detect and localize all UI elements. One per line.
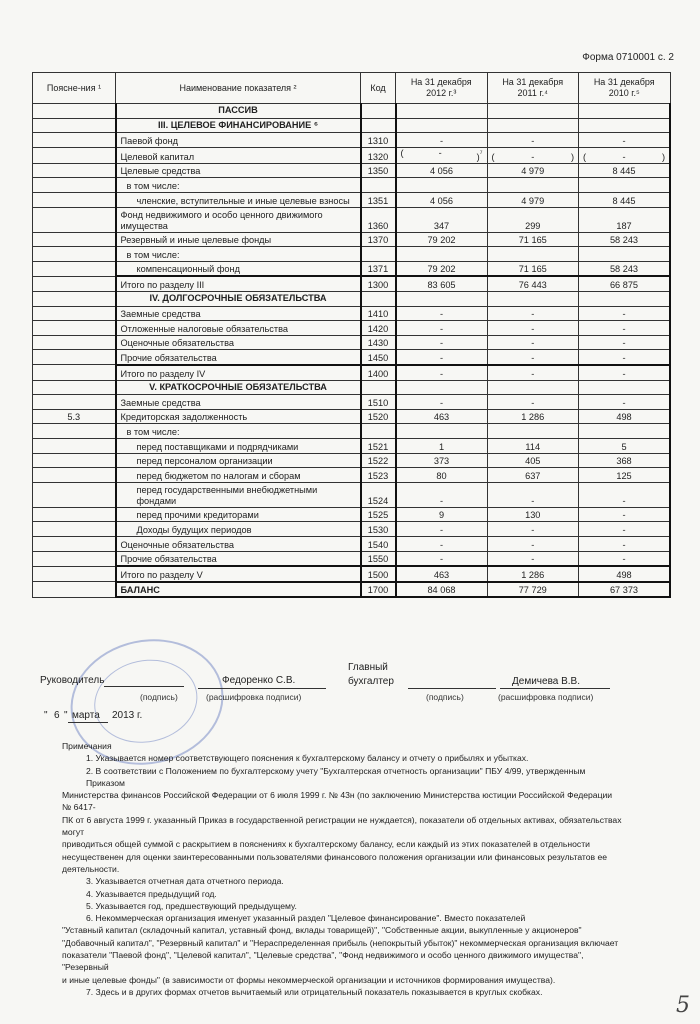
row-value-cell [487, 247, 579, 262]
row-note-cell [33, 551, 116, 566]
row-value-cell: - [396, 536, 488, 551]
row-note-cell [33, 335, 116, 350]
note-line: 1. Указывается номер соответствующего пояснения к бухгалтерскому балансу и отчету о прибылях и убытках. [86, 753, 529, 764]
row-value-cell: 130 [487, 507, 579, 522]
row-value-cell: 299 [487, 207, 579, 232]
row-note-cell [33, 522, 116, 537]
row-value-cell: - [487, 133, 579, 148]
table-row [33, 507, 671, 522]
row-name-cell: Прочие обязательства [116, 350, 361, 365]
row-code-cell: 1351 [361, 193, 396, 208]
head-name: Федоренко С.В. [222, 675, 296, 686]
note-line: несущественен для оценки заинтересованными пользователями финансового положения организации или финансовых результатов ее [62, 851, 608, 862]
row-value-cell [487, 292, 579, 307]
total-row [33, 365, 671, 380]
row-value-cell [579, 247, 671, 262]
note-line: и иные целевые фонды" (в зависимости от формы некоммерческой организации и источников формирования имущества). [62, 974, 556, 985]
row-code-cell: 1525 [361, 507, 396, 522]
row-value-cell: - [579, 551, 671, 566]
row-name-cell: в том числе: [116, 424, 361, 439]
row-value-cell: - [487, 395, 579, 410]
row-name-cell: Оценочные обязательства [116, 335, 361, 350]
row-value-cell: 77 729 [487, 582, 579, 598]
table-row [33, 409, 671, 424]
header-2010: На 31 декабря 2010 г.⁵ [579, 73, 671, 104]
row-note-cell [33, 365, 116, 380]
row-value-cell: 58 243 [579, 261, 671, 276]
row-note-cell [33, 292, 116, 307]
row-note-cell [33, 104, 116, 119]
row-value-cell: 1 286 [487, 566, 579, 582]
row-value-cell: - [579, 321, 671, 336]
row-code-cell: 1310 [361, 133, 396, 148]
row-code-cell: 1550 [361, 551, 396, 566]
row-value-cell: 8 445 [579, 193, 671, 208]
row-note-cell [33, 118, 116, 133]
note-line: 6. Некоммерческая организация именует указанный раздел "Целевое финансирование". Вместо показателей [86, 913, 526, 924]
row-name-cell: Целевой капитал [116, 147, 361, 163]
row-code-cell [361, 118, 396, 133]
row-note-cell [33, 438, 116, 453]
row-value-cell: - [579, 365, 671, 380]
row-code-cell: 1371 [361, 261, 396, 276]
row-note-cell [33, 468, 116, 483]
row-value-cell: - [579, 395, 671, 410]
bracketed-value: ( - ) [491, 151, 574, 162]
row-value-cell: - [579, 133, 671, 148]
row-value-cell: 373 [396, 453, 488, 468]
row-value-cell: 347 [396, 207, 488, 232]
row-value-cell [487, 118, 579, 133]
row-name-cell: Отложенные налоговые обязательства [116, 321, 361, 336]
section-title-row [33, 380, 671, 395]
total-row [33, 566, 671, 582]
row-value-cell: - [579, 482, 671, 507]
table-row [33, 395, 671, 410]
row-name-cell: БАЛАНС [116, 582, 361, 598]
note-line: 2. В соответствии с Положением по бухгалтерскому учету "Бухгалтерская отчетность организации" ПБУ 4/99, утвержденным Приказом [86, 765, 586, 788]
row-value-cell: 4 056 [396, 193, 488, 208]
header-2012: На 31 декабря 2012 г.³ [396, 73, 488, 104]
row-note-cell [33, 147, 116, 163]
row-note-cell [33, 276, 116, 291]
row-value-cell: 8 445 [579, 163, 671, 178]
row-value-cell: - [487, 306, 579, 321]
date-day: 6 [54, 710, 60, 721]
value-text: - [622, 151, 626, 162]
row-value-cell: - [487, 350, 579, 365]
row-note-cell [33, 536, 116, 551]
row-name-cell: Резервный и иные целевые фонды [116, 232, 361, 247]
footnote-mark: ⁷ [479, 148, 483, 158]
note-line: ПК от 6 августа 1999 г. указанный Приказ в государственной регистрации не нуждается), показатели об отдельных активах, обязательствах могут [62, 814, 622, 838]
row-value-cell: - [487, 335, 579, 350]
section-title-row [33, 292, 671, 307]
row-code-cell: 1410 [361, 306, 396, 321]
row-value-cell: - [487, 536, 579, 551]
row-name-cell: компенсационный фонд [116, 261, 361, 276]
row-code-cell: 1524 [361, 482, 396, 507]
chief-podpis-caption: (подпись) [426, 692, 464, 702]
row-value-cell: - [579, 536, 671, 551]
row-code-cell [361, 380, 396, 395]
row-value-cell: 463 [396, 409, 488, 424]
row-value-cell: 71 165 [487, 261, 579, 276]
row-name-cell: в том числе: [116, 178, 361, 193]
row-value-cell: - [487, 321, 579, 336]
row-code-cell [361, 424, 396, 439]
note-line: "Добавочный капитал", "Резервный капитал" и "Нераспределенная прибыль (непокрытый убыток)" некоммерческая организация включает [62, 937, 619, 948]
row-value-cell [396, 104, 488, 119]
row-value-cell: 4 979 [487, 163, 579, 178]
table-row [33, 453, 671, 468]
row-note-cell [33, 350, 116, 365]
value-text: - [531, 151, 535, 162]
row-name-cell: Итого по разделу V [116, 566, 361, 582]
row-code-cell: 1500 [361, 566, 396, 582]
row-code-cell [361, 247, 396, 262]
row-value-cell [396, 292, 488, 307]
row-note-cell [33, 566, 116, 582]
notes-block [62, 740, 622, 998]
row-code-cell: 1450 [361, 350, 396, 365]
date-quote-open: " [44, 710, 48, 721]
table-row [33, 335, 671, 350]
table-row [33, 193, 671, 208]
date-month-line [68, 722, 108, 723]
row-value-cell [396, 424, 488, 439]
table-row [33, 133, 671, 148]
row-note-cell [33, 507, 116, 522]
row-name-cell: IV. ДОЛГОСРОЧНЫЕ ОБЯЗАТЕЛЬСТВА [116, 292, 361, 307]
note-line: "Уставный капитал (складочный капитал, уставный фонд, вклады товарищей)", "Собственные акции, выкупленные у акционеров" [62, 925, 582, 936]
row-value-cell: 58 243 [579, 232, 671, 247]
row-value-cell [396, 147, 488, 163]
table-row [33, 468, 671, 483]
table-row [33, 178, 671, 193]
row-code-cell: 1700 [361, 582, 396, 598]
row-code-cell: 1320 [361, 147, 396, 163]
row-value-cell: - [396, 522, 488, 537]
row-note-cell [33, 193, 116, 208]
row-value-cell: - [396, 395, 488, 410]
row-name-cell: Кредиторская задолженность [116, 409, 361, 424]
row-value-cell: 405 [487, 453, 579, 468]
row-value-cell: 4 979 [487, 193, 579, 208]
header-code: Код [361, 73, 396, 104]
row-value-cell [396, 380, 488, 395]
row-value-cell: - [396, 482, 488, 507]
row-code-cell [361, 292, 396, 307]
row-name-cell: V. КРАТКОСРОЧНЫЕ ОБЯЗАТЕЛЬСТВА [116, 380, 361, 395]
row-value-cell: - [487, 522, 579, 537]
row-value-cell: 9 [396, 507, 488, 522]
note-line: деятельности. [62, 863, 120, 874]
table-row [33, 207, 671, 232]
row-note-cell [33, 163, 116, 178]
table-row [33, 321, 671, 336]
row-value-cell [579, 380, 671, 395]
row-value-cell: - [579, 507, 671, 522]
row-note-cell [33, 321, 116, 336]
row-name-cell: Паевой фонд [116, 133, 361, 148]
row-code-cell: 1523 [361, 468, 396, 483]
row-name-cell: Доходы будущих периодов [116, 522, 361, 537]
row-value-cell: 637 [487, 468, 579, 483]
note-line: 3. Указывается отчетная дата отчетного периода. [86, 876, 284, 887]
date-quote-close: " [64, 710, 68, 721]
row-value-cell: - [487, 365, 579, 380]
notes-title: Примечания [62, 741, 112, 751]
row-code-cell: 1400 [361, 365, 396, 380]
row-value-cell [487, 380, 579, 395]
table-row [33, 261, 671, 276]
row-note-cell [33, 133, 116, 148]
row-value-cell: 80 [396, 468, 488, 483]
chief-name: Демичева В.В. [512, 676, 581, 687]
row-name-cell: Оценочные обязательства [116, 536, 361, 551]
row-value-cell: 463 [396, 566, 488, 582]
row-name-cell: перед персоналом организации [116, 453, 361, 468]
table-row [33, 350, 671, 365]
note-line: приводиться общей суммой с раскрытием в пояснениях к бухгалтерскому балансу, если каждый из этих показателей в отдельности [62, 839, 590, 850]
row-name-cell: в том числе: [116, 247, 361, 262]
row-value-cell: 125 [579, 468, 671, 483]
table-row [33, 522, 671, 537]
table-row [33, 438, 671, 453]
row-note-cell [33, 261, 116, 276]
header-note: Поясне-ния ¹ [33, 73, 116, 104]
form-number: Форма 0710001 с. 2 [582, 52, 674, 63]
row-value-cell: 84 068 [396, 582, 488, 598]
row-value-cell: 71 165 [487, 232, 579, 247]
row-value-cell [487, 147, 579, 163]
balance-body [33, 104, 671, 598]
row-note-cell [33, 232, 116, 247]
row-note-cell [33, 395, 116, 410]
row-name-cell: перед государственными внебюджетными фондами [116, 482, 361, 507]
row-value-cell: 187 [579, 207, 671, 232]
chief-label-2: бухгалтер [348, 676, 394, 687]
row-value-cell: - [396, 551, 488, 566]
row-value-cell: - [487, 551, 579, 566]
row-value-cell: - [579, 335, 671, 350]
row-code-cell: 1510 [361, 395, 396, 410]
head-rassh-caption: (расшифровка подписи) [206, 692, 302, 702]
row-value-cell: 79 202 [396, 232, 488, 247]
row-name-cell: Целевые средства [116, 163, 361, 178]
note-line: Министерства финансов Российской Федерации от 6 июля 1999 г. № 43н (по заключению Министерства юстиции Российской Федерации № 6417- [62, 790, 613, 813]
table-row [33, 306, 671, 321]
row-value-cell: 79 202 [396, 261, 488, 276]
row-note-cell [33, 380, 116, 395]
row-code-cell: 1520 [361, 409, 396, 424]
note-line: 7. Здесь и в других формах отчетов вычитаемый или отрицательный показатель показывается в круглых скобках. [86, 986, 543, 997]
row-value-cell: - [396, 350, 488, 365]
row-code-cell: 1530 [361, 522, 396, 537]
row-value-cell: 76 443 [487, 276, 579, 291]
row-name-cell: перед поставщиками и подрядчиками [116, 438, 361, 453]
bracketed-value: ( - ) [583, 151, 665, 162]
row-code-cell: 1540 [361, 536, 396, 551]
chief-label-1: Главный [348, 662, 388, 673]
head-name-line [198, 688, 326, 689]
table-row [33, 551, 671, 566]
row-value-cell [579, 424, 671, 439]
row-value-cell: - [396, 321, 488, 336]
row-code-cell [361, 104, 396, 119]
row-name-cell: Итого по разделу III [116, 276, 361, 291]
row-value-cell: - [396, 335, 488, 350]
row-value-cell: 66 875 [579, 276, 671, 291]
row-value-cell [579, 292, 671, 307]
head-signature-line [104, 686, 184, 687]
row-name-cell: Прочие обязательства [116, 551, 361, 566]
chief-signature-line [408, 688, 496, 689]
row-note-cell [33, 247, 116, 262]
row-code-cell [361, 178, 396, 193]
row-note-cell [33, 482, 116, 507]
row-value-cell: - [579, 522, 671, 537]
row-note-cell [33, 453, 116, 468]
row-value-cell [579, 178, 671, 193]
note-line: 4. Указывается предыдущий год. [86, 888, 217, 899]
row-value-cell [396, 178, 488, 193]
date-year: 2013 г. [112, 710, 143, 721]
row-value-cell [396, 247, 488, 262]
row-name-cell: ПАССИВ [116, 104, 361, 119]
table-row [33, 536, 671, 551]
chief-rassh-caption: (расшифровка подписи) [498, 692, 594, 702]
row-value-cell: - [396, 365, 488, 380]
header-name: Наименование показателя ² [116, 73, 361, 104]
row-value-cell: - [579, 350, 671, 365]
row-value-cell: 83 605 [396, 276, 488, 291]
row-value-cell: - [579, 306, 671, 321]
row-value-cell [487, 424, 579, 439]
row-value-cell: - [487, 482, 579, 507]
row-value-cell [396, 118, 488, 133]
chief-name-line [500, 688, 610, 689]
total-row [33, 276, 671, 291]
row-note-cell [33, 424, 116, 439]
note-line: 5. Указывается год, предшествующий предыдущему. [86, 900, 297, 911]
balance-table [32, 72, 671, 598]
table-row [33, 247, 671, 262]
table-row [33, 482, 671, 507]
row-value-cell: 4 056 [396, 163, 488, 178]
section-title-row [33, 104, 671, 119]
row-name-cell: III. ЦЕЛЕВОЕ ФИНАНСИРОВАНИЕ ⁶ [116, 118, 361, 133]
head-label: Руководитель [40, 675, 105, 686]
row-value-cell [487, 178, 579, 193]
header-2011: На 31 декабря 2011 г.⁴ [487, 73, 579, 104]
row-value-cell: 498 [579, 409, 671, 424]
row-code-cell: 1521 [361, 438, 396, 453]
row-note-cell [33, 178, 116, 193]
row-name-cell: Итого по разделу IV [116, 365, 361, 380]
row-value-cell: 114 [487, 438, 579, 453]
row-name-cell: членские, вступительные и иные целевые взносы [116, 193, 361, 208]
row-code-cell: 1430 [361, 335, 396, 350]
table-row [33, 147, 671, 163]
row-value-cell: 498 [579, 566, 671, 582]
date-month: марта [72, 710, 100, 721]
row-name-cell: Заемные средства [116, 395, 361, 410]
bracketed-value: ( - )$^{^7}$ [400, 147, 483, 162]
row-note-cell [33, 306, 116, 321]
table-row [33, 424, 671, 439]
row-note-cell [33, 207, 116, 232]
row-value-cell [579, 118, 671, 133]
row-code-cell: 1350 [361, 163, 396, 178]
row-code-cell: 1300 [361, 276, 396, 291]
row-value-cell: 1 286 [487, 409, 579, 424]
row-name-cell: перед бюджетом по налогам и сборам [116, 468, 361, 483]
row-value-cell: 67 373 [579, 582, 671, 598]
table-row [33, 232, 671, 247]
row-note-cell: 5.3 [33, 409, 116, 424]
row-code-cell: 1420 [361, 321, 396, 336]
row-value-cell [579, 104, 671, 119]
table-row [33, 163, 671, 178]
row-code-cell: 1370 [361, 232, 396, 247]
row-value-cell: 368 [579, 453, 671, 468]
row-value-cell [487, 104, 579, 119]
value-text: - [438, 147, 442, 158]
row-note-cell [33, 582, 116, 598]
balance-row [33, 582, 671, 598]
note-line: показатели "Паевой фонд", "Целевой капитал", "Целевые средства", "Фонд недвижимого и особо ценного движимого имущества", "Резервный [62, 950, 584, 973]
row-value-cell: 5 [579, 438, 671, 453]
row-code-cell: 1360 [361, 207, 396, 232]
row-value-cell [579, 147, 671, 163]
row-value-cell: - [396, 133, 488, 148]
row-name-cell: Фонд недвижимого и особо ценного движимого имущества [116, 207, 361, 232]
page-number: 5 [676, 993, 690, 1018]
section-title-row [33, 118, 671, 133]
row-name-cell: Заемные средства [116, 306, 361, 321]
row-value-cell: 1 [396, 438, 488, 453]
row-code-cell: 1522 [361, 453, 396, 468]
row-value-cell: - [396, 306, 488, 321]
row-name-cell: перед прочими кредиторами [116, 507, 361, 522]
head-podpis-caption: (подпись) [140, 692, 178, 702]
